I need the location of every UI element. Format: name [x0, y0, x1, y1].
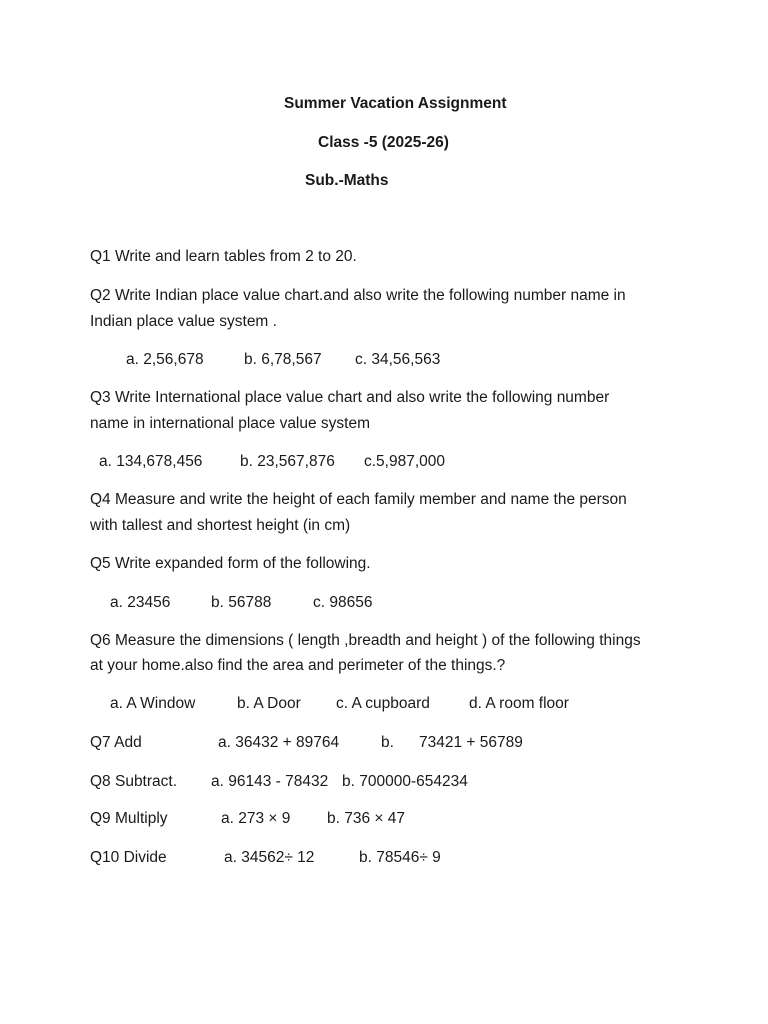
- q3-option-c: c.5,987,000: [364, 453, 446, 470]
- question-5: Q5 Write expanded form of the following.: [90, 555, 371, 572]
- q7-part-b: 73421 + 56789: [419, 734, 523, 751]
- question-3-line-2: name in international place value system: [90, 415, 371, 432]
- q6-option-c: c. A cupboard: [336, 695, 430, 712]
- question-3-line-1: Q3 Write International place value chart and also write the following number: [90, 389, 610, 406]
- question-1: Q1 Write and learn tables from 2 to 20.: [90, 248, 357, 265]
- q5-option-c: c. 98656: [313, 594, 373, 611]
- q2-option-a: a. 2,56,678: [126, 351, 204, 368]
- question-2-line-2: Indian place value system .: [90, 313, 277, 330]
- q3-option-b: b. 23,567,876: [240, 453, 335, 470]
- question-4-line-1: Q4 Measure and write the height of each family member and name the person: [90, 491, 627, 508]
- q9-part-a: a. 273 × 9: [221, 810, 291, 827]
- q8-label: Q8 Subtract.: [90, 773, 178, 790]
- q7-part-a: a. 36432 + 89764: [218, 734, 340, 751]
- question-6-line-1: Q6 Measure the dimensions ( length ,breadth and height ) of the following things: [90, 632, 641, 649]
- q2-option-b: b. 6,78,567: [244, 351, 322, 368]
- q9-label: Q9 Multiply: [90, 810, 168, 827]
- subject-line: Sub.-Maths: [305, 172, 389, 189]
- q7-part-b-label: b.: [381, 734, 394, 751]
- q3-option-a: a. 134,678,456: [99, 453, 203, 470]
- q6-option-b: b. A Door: [237, 695, 301, 712]
- q6-option-d: d. A room floor: [469, 695, 569, 712]
- q8-part-b: b. 700000-654234: [342, 773, 468, 790]
- class-line: Class -5 (2025-26): [318, 134, 449, 151]
- q8-part-a: a. 96143 - 78432: [211, 773, 329, 790]
- q10-part-b: b. 78546÷ 9: [359, 849, 441, 866]
- q10-label: Q10 Divide: [90, 849, 167, 866]
- question-6-line-2: at your home.also find the area and perimeter of the things.?: [90, 657, 506, 674]
- q5-option-b: b. 56788: [211, 594, 272, 611]
- q10-part-a: a. 34562÷ 12: [224, 849, 315, 866]
- q5-option-a: a. 23456: [110, 594, 171, 611]
- q2-option-c: c. 34,56,563: [355, 351, 441, 368]
- q6-option-a: a. A Window: [110, 695, 196, 712]
- q7-label: Q7 Add: [90, 734, 142, 751]
- question-2-line-1: Q2 Write Indian place value chart.and also write the following number name in: [90, 287, 626, 304]
- question-4-line-2: with tallest and shortest height (in cm): [90, 517, 351, 534]
- q9-part-b: b. 736 × 47: [327, 810, 405, 827]
- page-title: Summer Vacation Assignment: [284, 95, 507, 112]
